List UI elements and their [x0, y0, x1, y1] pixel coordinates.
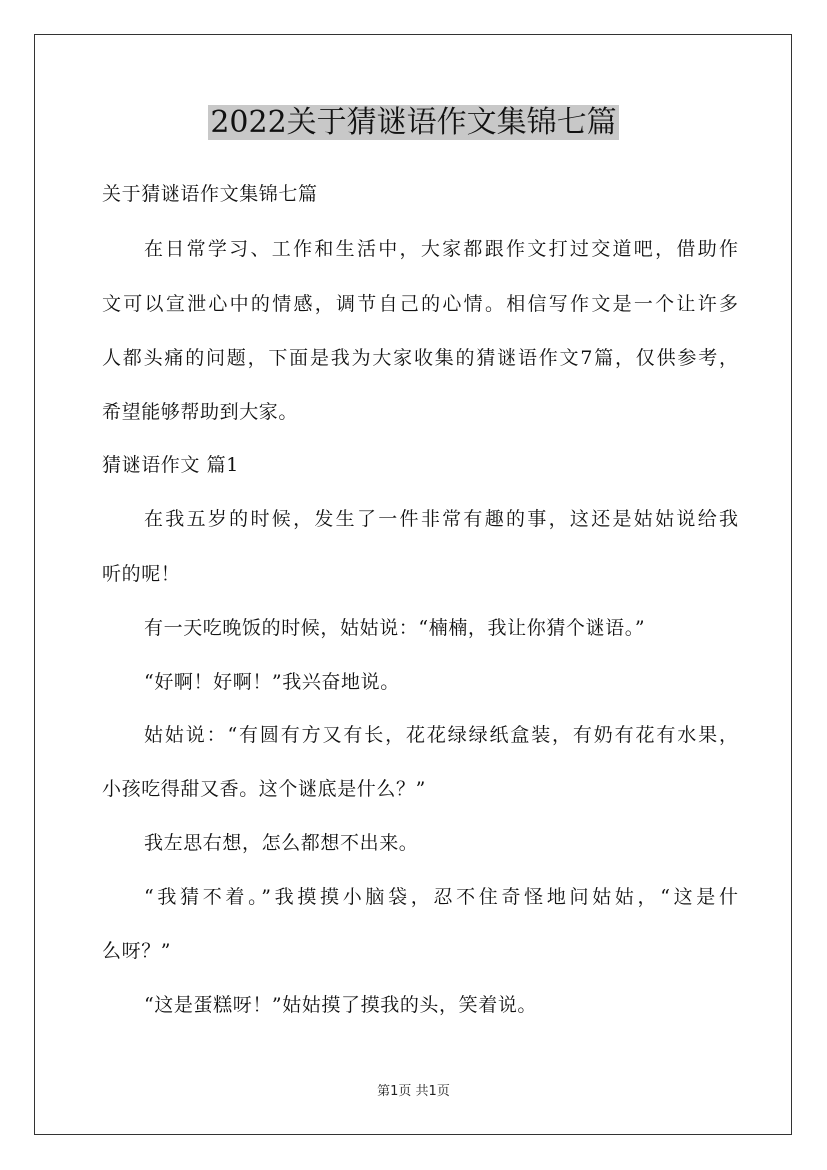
paragraph-line: 我左思右想，怎么都想不出来。 [144, 832, 419, 854]
paragraph-line: 姑姑说：“有圆有方又有长，花花绿绿纸盒装，有奶有花有水果， [144, 724, 738, 746]
paragraph-line: 希望能够帮助到大家。 [102, 401, 299, 423]
paragraph-line: “我猜不着。”我摸摸小脑袋，忍不住奇怪地问姑姑，“这是什 [144, 886, 738, 908]
paragraph-line: 在我五岁的时候，发生了一件非常有趣的事，这还是姑姑说给我 [144, 508, 738, 530]
paragraph-line: 在日常学习、工作和生活中，大家都跟作文打过交道吧，借助作 [144, 238, 738, 260]
page-footer: 第1页 共1页 [377, 1084, 450, 1099]
paragraph-line: 文可以宣泄心中的情感，调节自己的心情。相信写作文是一个让许多 [102, 293, 738, 315]
paragraph-line: 有一天吃晚饭的时候，姑姑说：“楠楠，我让你猜个谜语。” [144, 617, 646, 639]
document-title [0, 104, 827, 142]
section-heading: 猜谜语作文 篇1 [102, 454, 239, 476]
paragraph-line: “好啊！好啊！”我兴奋地说。 [144, 671, 400, 693]
paragraph-line: 么呀？” [102, 940, 172, 962]
paragraph-line: “这是蛋糕呀！”姑姑摸了摸我的头，笑着说。 [144, 994, 538, 1016]
paragraph-line: 小孩吃得甜又香。这个谜底是什么？” [102, 778, 426, 800]
paragraph-line: 听的呢！ [102, 563, 181, 585]
paragraph-line: 人都头痛的问题，下面是我为大家收集的猜谜语作文7篇，仅供参考， [102, 347, 738, 369]
document-title-text: 2022关于猜谜语作文集锦七篇 [210, 105, 617, 140]
subtitle-line: 关于猜谜语作文集锦七篇 [102, 183, 318, 205]
